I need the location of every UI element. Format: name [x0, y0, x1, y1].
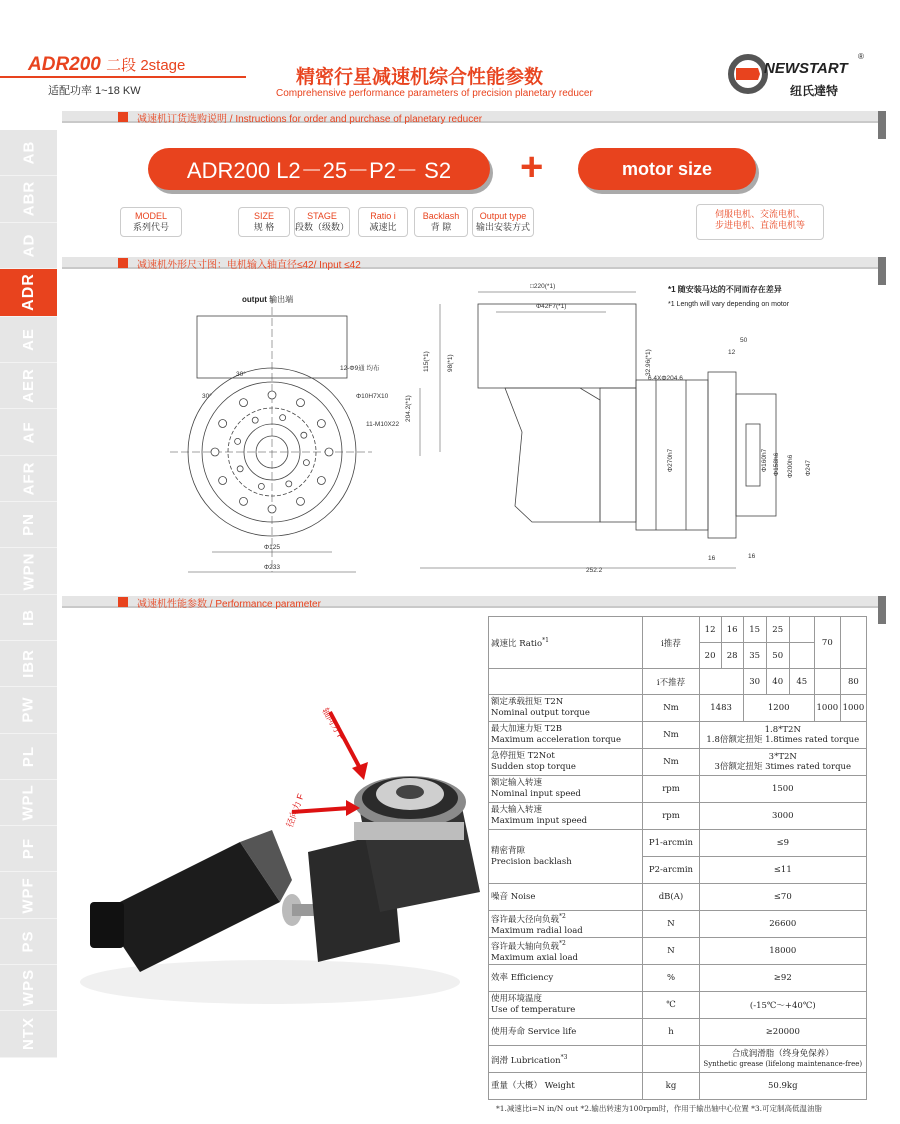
label-model: MODEL 系列代号 — [120, 207, 182, 237]
sidebar-tab-label: ABR — [20, 181, 37, 217]
header — [0, 0, 900, 105]
sidebar-tab-ntx[interactable] — [0, 1011, 57, 1057]
bolt-hole — [240, 399, 248, 407]
side-motor-flange — [478, 304, 636, 388]
dimension-drawing — [60, 272, 880, 590]
front-dims — [202, 363, 400, 571]
section-bar-dims — [62, 257, 880, 269]
bolt-hole — [297, 399, 305, 407]
sidebar-tab-pn[interactable] — [0, 502, 57, 548]
table-row: 急停扭矩 T2Not Sudden stop torque Nm 3*T2N 3倍额定扭矩 3times rated torque — [489, 749, 867, 776]
bolt-hole — [219, 477, 227, 485]
bolt-hole — [240, 497, 248, 505]
tapped-hole — [303, 460, 309, 466]
bolt-hole — [317, 420, 325, 428]
gearbox — [308, 776, 480, 962]
svg-text:32.96(*1): 32.96(*1) — [645, 349, 652, 376]
svg-text:16: 16 — [708, 555, 716, 562]
svg-text:50: 50 — [740, 337, 748, 344]
table-row: 最大输入转速 Maximum input speed rpm 3000 — [489, 803, 867, 830]
section-title-perf: 减速机性能参数 / Performance parameter — [137, 599, 321, 610]
svg-text:Φ270h7: Φ270h7 — [667, 448, 674, 472]
sidebar-tab-label: IB — [20, 608, 37, 626]
label-ratio: Ratio i 减速比 — [358, 207, 408, 237]
label-size: SIZE 规 格 — [238, 207, 290, 237]
table-row: 额定承载扭矩 T2N Nominal output torque Nm 1483 1200 1000 1000 — [489, 695, 867, 722]
bolt-hole — [297, 497, 305, 505]
table-row: 容许最大径向负载$^{*2}$ Maximum radial load N 26600 — [489, 911, 867, 938]
sidebar-tab-label: NTX — [20, 1017, 37, 1051]
sidebar-tab-label: AD — [19, 233, 37, 258]
side-dims — [405, 283, 812, 574]
performance-table: 减速比 Ratio$^{*1}$ i推荐 12 16 15 25 70 20 28 35 50 i不推荐 30 40 45 80 额定承载扭矩 T2N Nominal output torque Nm 1483 1200 1000 1000 最大加速力矩 T2B Maximum acceleration torque Nm 1.8*T2N 1.8倍额定扭矩 1.8times rated torque 急停扭矩 T2Not Sudden stop torque Nm 3*T2N 3倍额定扭矩 3times rated torque 额定输入转速 Nominal input speed rpm 1500 最大输入转速 Maximum input speed rpm 3000 精密背隙 Precision backlash P1-arcmin ≤9 P2-arcmin ≤11 噪音 Noise dB(A) ≤70 容许最大径向负载$^{*2}$ Maximum radial load N 26600 容许最大轴向负载$^{*2}$ Maximum axial load N 18000 效率 Efficiency % ≥92 使用环境温度 Use of temperature ℃ (-15℃～+40℃) 使用寿命 Service life h ≥20000 润滑 Lubrication$^{*3}$ 合成润滑脂（终身免保养） Synthetic grease (lifelong maintenance-free) 重量（大概） Weight kg 50.9kg — [488, 616, 867, 1100]
model-stage: 二段 2stage — [106, 57, 186, 74]
product-photo — [60, 612, 486, 1012]
svg-text:16: 16 — [748, 553, 756, 560]
svg-text:Φ247: Φ247 — [805, 459, 812, 476]
sidebar-tab-afr[interactable] — [0, 456, 57, 502]
sidebar-tab-adr[interactable] — [0, 269, 57, 317]
section-title-order: 减速机订货选购说明 / Instructions for order and purchase of planetary reducer — [137, 114, 483, 125]
sidebar-tab-ib[interactable] — [0, 595, 57, 641]
bolt-hole — [211, 448, 219, 456]
section-bar-perf — [62, 596, 880, 608]
sidebar-tab-label: AB — [19, 140, 37, 165]
table-row: 容许最大轴向负载$^{*2}$ Maximum axial load N 18000 — [489, 938, 867, 965]
section-title-dims: 减速机外形尺寸图：电机输入轴直径≤42/ Input ≤42 — [137, 260, 361, 271]
label-stage: STAGE 段数（级数） — [294, 207, 350, 237]
table-row: 重量（大概） Weight kg 50.9kg — [489, 1073, 867, 1100]
table-row: 最大加速力矩 T2B Maximum acceleration torque Nm 1.8*T2N 1.8倍额定扭矩 1.8times rated torque — [489, 722, 867, 749]
sidebar-tab-abr[interactable] — [0, 176, 57, 222]
header-underline — [0, 76, 246, 78]
svg-text:6.4XΦ204.6: 6.4XΦ204.6 — [648, 375, 683, 382]
table-row: 噪音 Noise dB(A) ≤70 — [489, 884, 867, 911]
table-row: 使用环境温度 Use of temperature ℃ (-15℃～+40℃) — [489, 992, 867, 1019]
sidebar-tab-wpf[interactable] — [0, 872, 57, 918]
table-footnote: *1.减速比i=N in/N out *2.输出转速为100rpm时，作用于输出轴中心位置 *3.可定制高低温油脂 — [496, 1104, 822, 1113]
svg-text:204.2(*1): 204.2(*1) — [405, 395, 412, 422]
svg-text:30°: 30° — [236, 371, 246, 378]
svg-text:Φ158h6: Φ158h6 — [773, 452, 780, 476]
motor-size-label: motor size — [621, 158, 713, 179]
brand-name: NEWSTART — [764, 60, 848, 77]
table-row: 效率 Efficiency % ≥92 — [489, 965, 867, 992]
table-row: P2-arcmin ≤11 — [489, 857, 867, 884]
ratio-label: 减速比 Ratio$^{*1}$ — [489, 617, 643, 669]
svg-text:12: 12 — [728, 349, 736, 356]
sidebar-tab-ab[interactable] — [0, 130, 57, 176]
page-title-en: Comprehensive performance parameters of precision planetary reducer — [276, 88, 593, 99]
sidebar-tab-wpl[interactable] — [0, 780, 57, 826]
sidebar-tab-label: PN — [20, 513, 37, 537]
tapped-hole — [235, 438, 241, 444]
sidebar-tab-label: WPL — [19, 784, 37, 821]
sidebar-tab-ad[interactable] — [0, 223, 57, 269]
sidebar-tab-pf[interactable] — [0, 826, 57, 872]
sidebar-tab-label: WPN — [20, 552, 37, 591]
sidebar-tab-label: PL — [19, 745, 37, 767]
model-name: ADR200 — [28, 54, 101, 75]
order-code: ADR200 L2－25－P2－ S2 — [186, 157, 452, 183]
label-backlash: Backlash 背 隙 — [414, 207, 468, 237]
series-sidebar — [0, 130, 57, 1058]
force-arrows — [284, 706, 368, 829]
sidebar-tab-wpn[interactable] — [0, 548, 57, 594]
svg-text:252.2: 252.2 — [586, 567, 603, 574]
tapped-hole — [252, 417, 258, 423]
sidebar-tab-label: IBR — [20, 649, 37, 679]
tapped-hole — [280, 415, 286, 421]
tapped-hole — [301, 432, 307, 438]
svg-text:Φ125: Φ125 — [264, 544, 281, 551]
ratio-recommended-label: i推荐 — [643, 617, 699, 669]
svg-text:□220(*1): □220(*1) — [530, 283, 556, 290]
tapped-hole — [237, 466, 243, 472]
front-view — [170, 296, 372, 572]
brand-logo-icon — [728, 54, 768, 94]
axial-force-label: 轴向力 F — [320, 706, 347, 742]
sidebar-tab-pw[interactable] — [0, 687, 57, 733]
sidebar-tab-label: AF — [20, 421, 37, 444]
svg-text:Φ233: Φ233 — [264, 564, 281, 571]
radial-force-label: 径向力 F — [284, 792, 306, 829]
page-title-cn: 精密行星减速机综合性能参数 — [296, 67, 544, 88]
side-view — [420, 292, 776, 568]
bolt-hole — [268, 391, 276, 399]
sidebar-tab-wps[interactable] — [0, 965, 57, 1011]
tapped-hole — [286, 481, 292, 487]
svg-text:98(*1): 98(*1) — [447, 354, 454, 372]
bolt-hole — [219, 420, 227, 428]
sidebar-tab-aer[interactable] — [0, 363, 57, 409]
brand-logo — [728, 50, 888, 102]
sidebar-tab-label: AFR — [19, 461, 37, 496]
sidebar-tab-label: AER — [19, 368, 37, 404]
sidebar-tab-ibr[interactable] — [0, 641, 57, 687]
side-adapter — [505, 388, 600, 522]
svg-text:115(*1): 115(*1) — [423, 351, 430, 372]
sidebar-tab-label: WPS — [19, 969, 37, 1007]
svg-text:Φ160h7: Φ160h7 — [761, 448, 768, 472]
svg-text:Φ200h6: Φ200h6 — [787, 454, 794, 478]
sidebar-tab-af[interactable] — [0, 409, 57, 455]
sidebar-tab-label: PS — [19, 930, 37, 953]
model-title — [28, 54, 185, 76]
servo-motor — [90, 830, 320, 972]
sidebar-tab-label: PF — [19, 838, 37, 860]
registered-mark: ® — [858, 52, 864, 61]
sidebar-tab-ae[interactable] — [0, 317, 57, 363]
plus-sign: + — [520, 145, 544, 189]
sidebar-tab-label: PW — [19, 696, 37, 723]
motor-size-pill — [578, 148, 756, 190]
svg-text:Φ42F7(*1): Φ42F7(*1) — [536, 303, 567, 310]
table-row: 润滑 Lubrication$^{*3}$ 合成润滑脂（终身免保养） Synthetic grease (lifelong maintenance-free) — [489, 1046, 867, 1073]
sidebar-tab-ps[interactable] — [0, 919, 57, 965]
side-output-flange — [736, 394, 776, 516]
svg-text:30°: 30° — [202, 393, 212, 400]
output-label: output 输出端 — [242, 295, 294, 304]
sidebar-tab-pl[interactable] — [0, 734, 57, 780]
bolt-hole — [317, 477, 325, 485]
sidebar-tab-label: ADR — [19, 273, 37, 312]
brand-name-cn: 纽氏達特 — [790, 84, 839, 98]
table-row: 精密背隙 Precision backlash P1-arcmin ≤9 — [489, 830, 867, 857]
table-row: 额定输入转速 Nominal input speed rpm 1500 — [489, 776, 867, 803]
order-code-pill — [148, 148, 490, 190]
bolt-hole — [325, 448, 333, 456]
svg-text:Φ10H7X10: Φ10H7X10 — [356, 393, 389, 400]
sidebar-tab-label: WPF — [19, 876, 37, 914]
svg-text:11-M10X22: 11-M10X22 — [366, 421, 400, 428]
power-range: 适配功率 1~18 KW — [48, 85, 141, 97]
sidebar-tab-label: AE — [20, 328, 37, 351]
ratio-nonrecommended-label: i不推荐 — [643, 669, 699, 695]
label-output-type: Output type 输出安装方式 — [472, 207, 534, 237]
bolt-hole — [268, 505, 276, 513]
section-bar-order — [62, 111, 880, 123]
tapped-hole — [258, 483, 264, 489]
table-row: 使用寿命 Service life h ≥20000 — [489, 1019, 867, 1046]
drawing-note-cn: *1 随安装马达的不同而存在差异 — [668, 285, 782, 294]
motor-types: 伺服电机、交流电机、 步进电机、直流电机等 — [696, 204, 824, 240]
svg-text:12-Φ9通 均布: 12-Φ9通 均布 — [340, 365, 380, 372]
drawing-note-en: *1 Length will vary depending on motor — [668, 301, 790, 308]
